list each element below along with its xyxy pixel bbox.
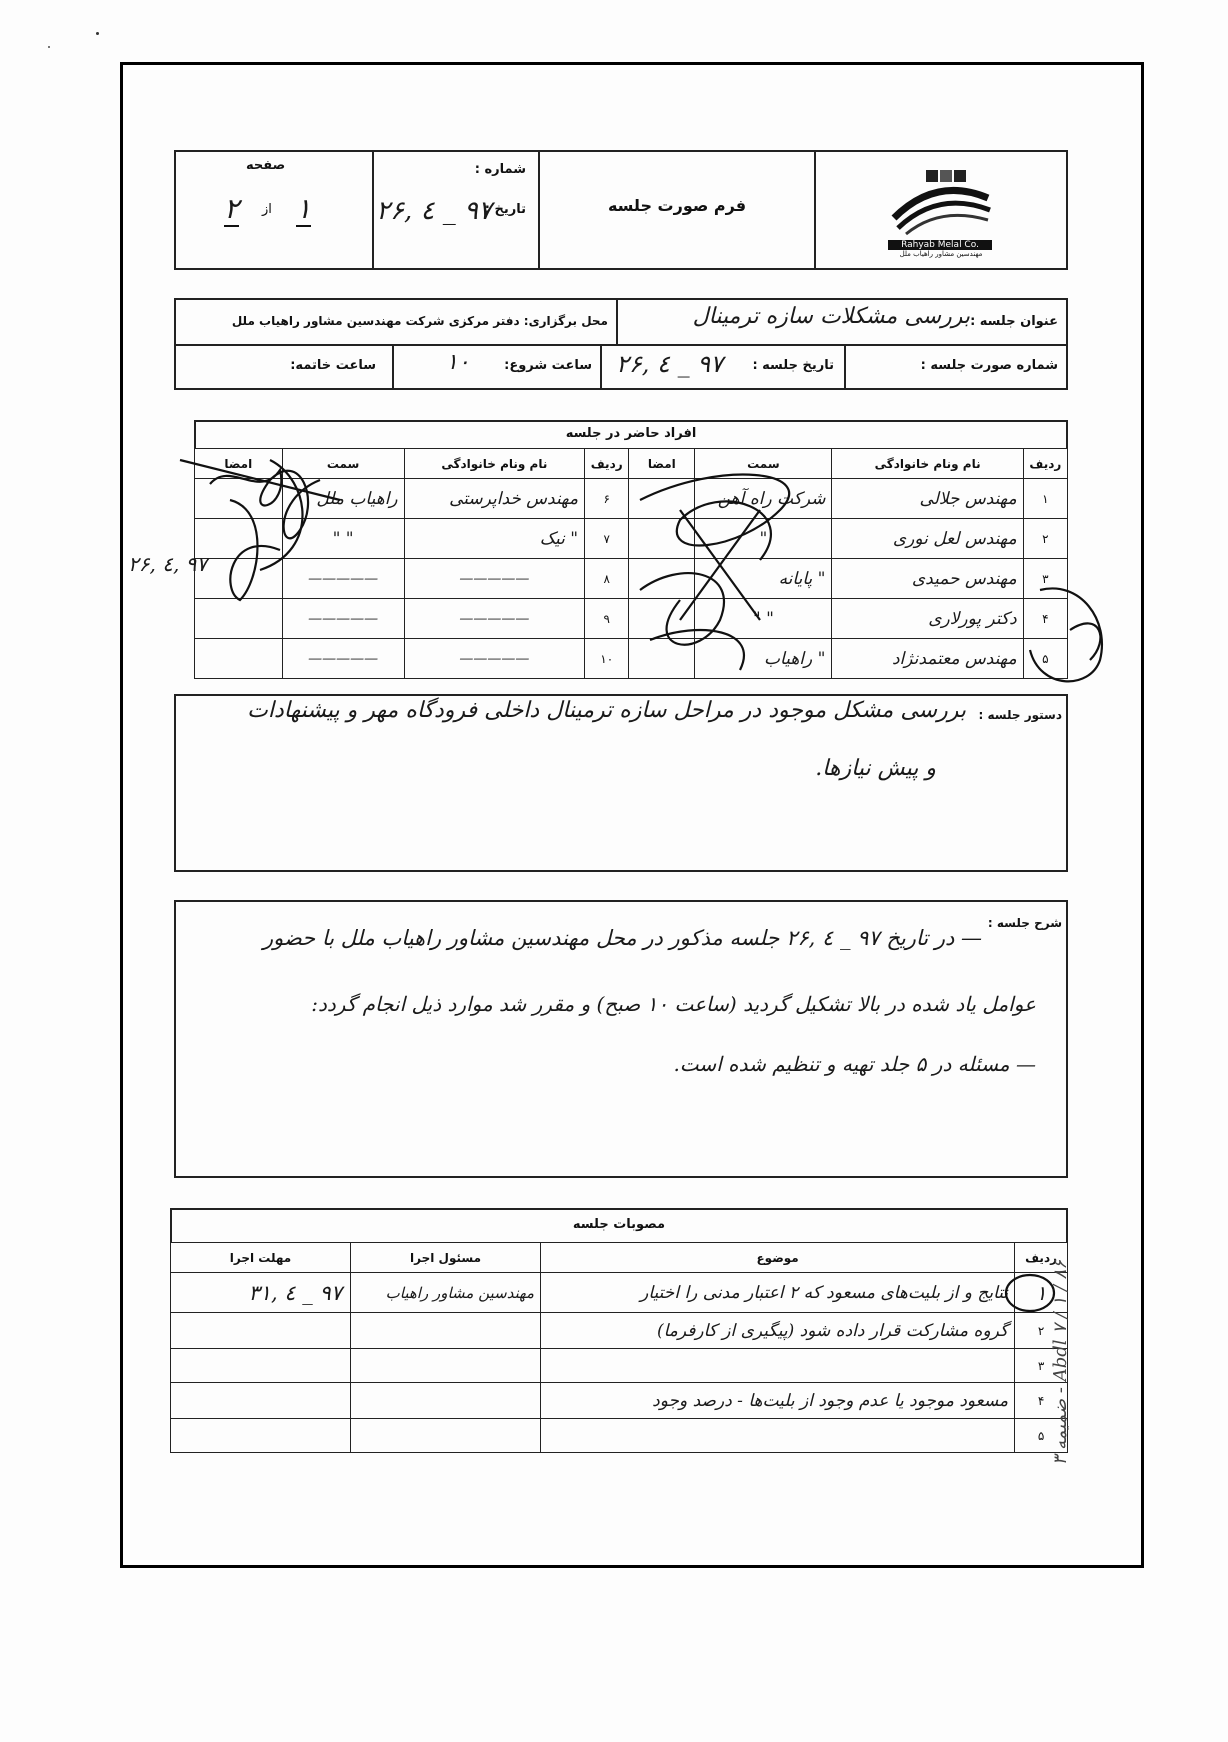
description-line-2: عوامل یاد شده در بالا تشکیل گردید (ساعت ۱۰ صبح) و مقرر شد موارد ذیل انجام گردد: [311, 992, 1036, 1016]
resolution-responsible: مهندسین مشاور راهیاب [351, 1273, 541, 1313]
form-header [174, 150, 1068, 270]
resolutions-section [170, 1208, 1068, 1453]
attendee-position: شرکت راه آهن [695, 479, 832, 519]
description-line-3: — مسئله در ۵ جلد تهیه و تنظیم شده است. [673, 1052, 1036, 1076]
resolution-deadline: ۹۷ _ ٤ ,۳۱ [171, 1273, 351, 1313]
meeting-location: محل برگزاری: دفتر مرکزی شرکت مهندسین مشاور راهیاب ملل [231, 314, 608, 328]
page-current: ۱ [296, 192, 312, 225]
resolution-responsible [351, 1313, 541, 1349]
row-number: ۳ [1015, 1349, 1068, 1383]
resolution-subject [541, 1349, 1015, 1383]
col-row: ردیف [1023, 449, 1067, 479]
form-title: فرم صورت جلسه [607, 196, 747, 215]
row-number: ۵ [1015, 1419, 1068, 1453]
col-position: سمت [695, 449, 832, 479]
resolution-subject: مسعود موجود یا عدم وجود از بلیت‌ها - درصد وجود [541, 1383, 1015, 1419]
row-number: ۹ [585, 599, 629, 639]
attendee-name: ————— [404, 559, 584, 599]
table-row [171, 1273, 1068, 1313]
meeting-title-label: عنوان جلسه : [970, 314, 1058, 329]
row-number: ۱ [1023, 479, 1067, 519]
table-row [171, 1349, 1068, 1383]
resolutions-title: مصوبات جلسه [170, 1208, 1068, 1242]
attendee-position: ————— [282, 639, 404, 679]
col-signature: امضا [629, 449, 695, 479]
attendee-position: ————— [282, 599, 404, 639]
row-number: ۲ [1023, 519, 1067, 559]
resolution-deadline [171, 1349, 351, 1383]
logo-subtext: مهندسین مشاور راهیاب ملل [899, 250, 983, 258]
meeting-date-value: ۹۷ _ ٤ ,۲۶ [616, 350, 723, 378]
company-logo [876, 166, 1006, 258]
row-number: ۴ [1023, 599, 1067, 639]
col-name: نام ونام خانوادگی [404, 449, 584, 479]
attendee-name: ————— [404, 599, 584, 639]
col-subject: موضوع [541, 1243, 1015, 1273]
table-row [171, 1419, 1068, 1453]
scan-speck [48, 46, 50, 48]
attendee-name: ————— [404, 639, 584, 679]
col-row: ردیف [1015, 1243, 1068, 1273]
attendee-position: " " [282, 519, 404, 559]
attendee-name: مهندس خداپرستی [404, 479, 584, 519]
start-time-value: ۱۰ [446, 350, 470, 375]
attendee-position: " راهیاب [695, 639, 832, 679]
col-responsible: مسئول اجرا [351, 1243, 541, 1273]
col-name: نام ونام خانوادگی [832, 449, 1023, 479]
row-number: ۸ [585, 559, 629, 599]
margin-vertical-note: ۸۶ / ۱ / ۷ Abdl - ضمیمه ۳ [1050, 1260, 1071, 1466]
resolution-subject: نتایج و از بلیت‌های مسعود که ۲ اعتبار مدنی را اختیار [541, 1273, 1015, 1313]
description-box [174, 900, 1068, 1178]
attendee-position: راهیاب ملل [282, 479, 404, 519]
resolution-responsible [351, 1349, 541, 1383]
page-total: ۲ [224, 192, 240, 225]
attendee-name: دکتر پورلاری [832, 599, 1023, 639]
resolution-deadline [171, 1419, 351, 1453]
number-label: شماره : [474, 162, 526, 177]
col-deadline: مهلت اجرا [171, 1243, 351, 1273]
attendee-position: " " [695, 599, 832, 639]
resolution-subject: گروه مشارکت قرار داده شود (پیگیری از کارفرما) [541, 1313, 1015, 1349]
agenda-line-2: و پیش نیازها. [815, 756, 936, 781]
attendee-name: مهندس جلالی [832, 479, 1023, 519]
attendee-name: مهندس لعل نوری [832, 519, 1023, 559]
logo-text: Rahyab Melal Co. [888, 240, 992, 250]
meeting-number-label: شماره صورت جلسه : [920, 358, 1058, 373]
row-number: ۴ [1015, 1383, 1068, 1419]
col-position: سمت [282, 449, 404, 479]
row-number: ۱۰ [585, 639, 629, 679]
attendees-title: افراد حاضر در جلسه [194, 420, 1068, 448]
row-number: ۵ [1023, 639, 1067, 679]
row-number: ۳ [1023, 559, 1067, 599]
row-number: ۱ [1015, 1273, 1068, 1313]
agenda-label: دستور جلسه : [978, 708, 1062, 722]
scan-speck [96, 32, 99, 35]
agenda-box [174, 694, 1068, 872]
description-label: شرح جلسه : [987, 916, 1062, 930]
meeting-info [174, 298, 1068, 390]
col-signature: امضا [195, 449, 283, 479]
header-date-value: ۹۷ _ ٤ ,۲۶ [376, 196, 492, 226]
resolution-responsible [351, 1383, 541, 1419]
resolution-subject [541, 1419, 1015, 1453]
logo-swoosh-icon [876, 166, 1006, 236]
meeting-title-value: بررسی مشکلات سازه ترمینال [692, 304, 970, 329]
attendee-position: ————— [282, 559, 404, 599]
row-number: ۷ [585, 519, 629, 559]
table-row [171, 1313, 1068, 1349]
description-line-1: — در تاریخ ۹۷ _ ٤ ,۲۶ جلسه مذکور در محل مهندسین مشاور راهیاب ملل با حضور [262, 926, 982, 950]
end-time-label: ساعت خاتمه: [290, 358, 376, 373]
page-label: صفحه [246, 158, 286, 173]
attendee-name: مهندس حمیدی [832, 559, 1023, 599]
meeting-date-label: تاریخ جلسه : [752, 358, 834, 373]
start-time-label: ساعت شروع: [504, 358, 592, 373]
resolution-responsible [351, 1419, 541, 1453]
page-of-label: از [262, 202, 272, 217]
margin-date-note: ۹۷ ,٤ ,۲۶ [128, 552, 208, 576]
signature-scribbles [120, 440, 1120, 730]
col-row: ردیف [585, 449, 629, 479]
date-label: تاریخ : [484, 202, 526, 217]
resolution-deadline [171, 1313, 351, 1349]
attendee-name: مهندس معتمدنژاد [832, 639, 1023, 679]
attendee-position: " [695, 519, 832, 559]
row-number: ۶ [585, 479, 629, 519]
row-number: ۲ [1015, 1313, 1068, 1349]
resolution-deadline [171, 1383, 351, 1419]
resolutions-table [170, 1242, 1068, 1453]
attendee-position: " پایانه [695, 559, 832, 599]
attendee-name: " نیک [404, 519, 584, 559]
table-row [171, 1383, 1068, 1419]
agenda-line-1: بررسی مشکل موجود در مراحل سازه ترمینال داخلی فرودگاه مهر و پیشنهادات [247, 698, 966, 723]
